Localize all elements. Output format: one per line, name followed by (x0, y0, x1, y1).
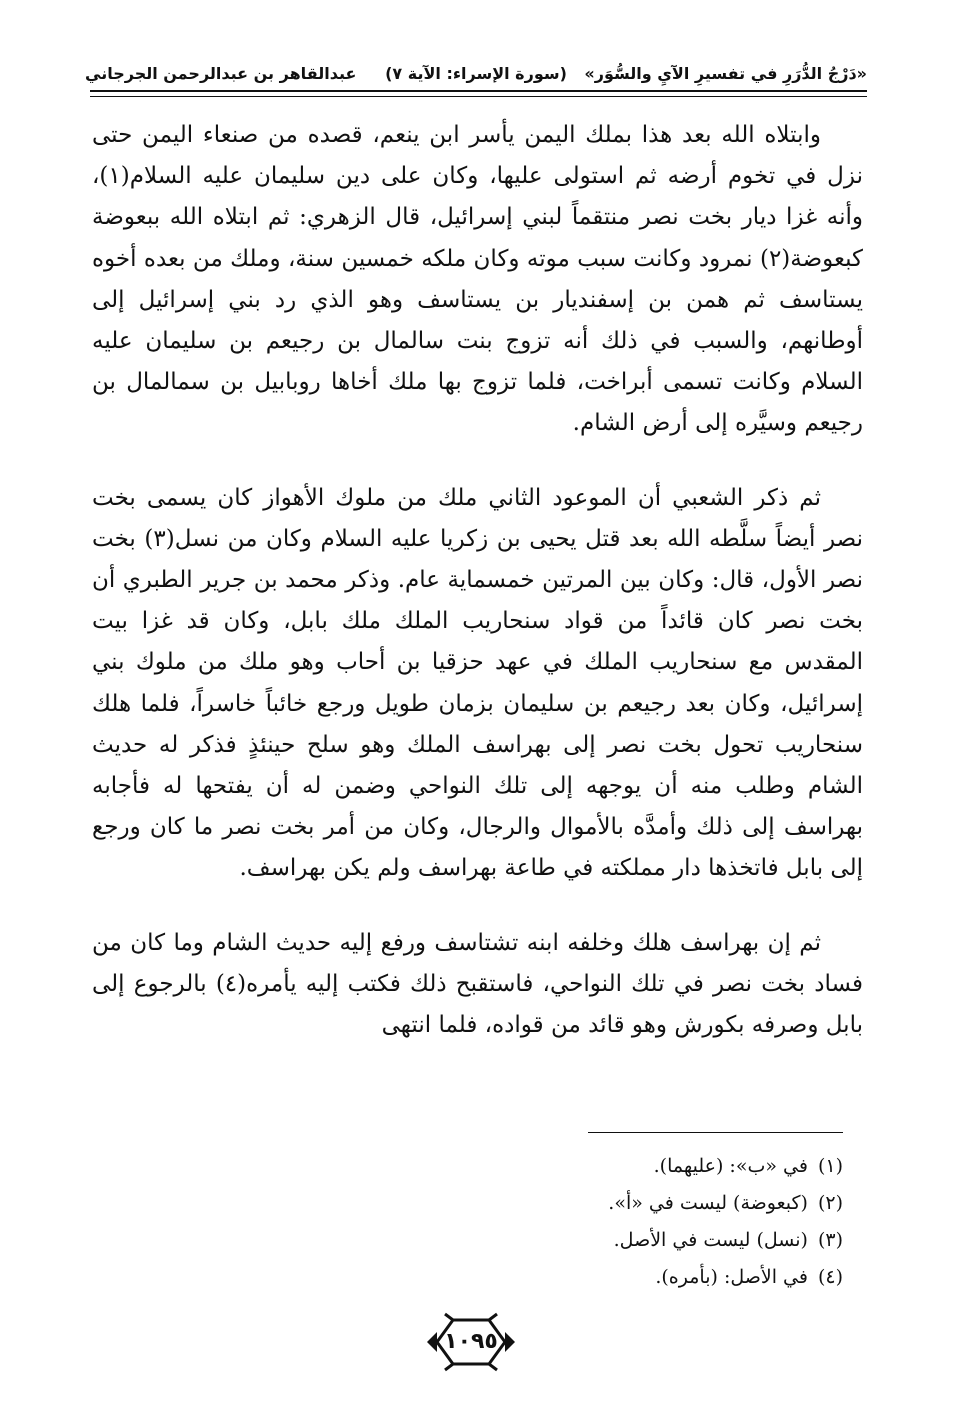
page-number-ornament (423, 1312, 519, 1372)
footnote-number: (٤) (817, 1266, 843, 1288)
paragraph-3: ثم إن بهراسف هلك وخلفه ابنه تشتاسف ورفع إليه حديث الشام وما كان من فساد بخت نصر في تلك النواحي، فاستقبح ذلك فكتب إليه يأمره(٤) بالرجوع إلى بابل وصرفه بكورش وهو قائد من قواده، فلما انتهى (92, 929, 863, 1039)
header-rule-thin (90, 96, 867, 97)
footnote-number: (٢) (817, 1192, 843, 1214)
footnote-text: في الأصل: (بأمره). (655, 1266, 808, 1288)
book-title: «دَرْجُ الدُّرَرِ في تفسيرِ الآيِ والسُّوَر» (584, 64, 867, 83)
author-name: عبدالقاهر بن عبدالرحمن الجرجاني (85, 64, 357, 83)
paragraph-2: ثم ذكر الشعبي أن الموعود الثاني ملك من ملوك الأهواز كان يسمى بخت نصر أيضاً سلَّطه الله بعد قتل يحيى بن زكريا عليه السلام وكان من نسل(٣) بخت نصر الأول، قال: وكان بين المرتين خمسماية عام. وذكر محمد بن جرير الطبري أن بخت نصر كان قائداً من قواد سنحاريب الملك ملك بابل، وكان قد غزا بيت المقدس مع سنحاريب الملك في عهد حزقيا بن أحاب وهو ملك من ملوك بني إسرائيل، وكان بعد رجيعم بن سليمان بزمان طويل ورجع خائباً خاسراً، فلما هلك سنحاريب تحول بخت نصر إلى بهراسف الملك وهو سلح حينئذٍ فذكر له حديث الشام وطلب منه أن يوجهه إلى تلك النواحي وضمن له أن يفتحها له فأجابه بهراسف إلى ذلك وأمدَّه بالأموال والرجال، وكان من أمر بخت نصر ما كان ورجع إلى بابل فاتخذها دار مملكته في طاعة بهراسف ولم يكن بهراسف. (92, 484, 863, 882)
paragraph-1: وابتلاه الله بعد هذا بملك اليمن يأسر ابن ينعم، قصده من صنعاء اليمن حتى نزل في تخوم أرضه ثم استولى عليها، وكان على دين سليمان عليه السلام(١)، وأنه غزا ديار بخت نصر منتقماً لبني إسرائيل، قال الزهري: ثم ابتلاه الله ببعوضة كبعوضة(٢) نمرود وكانت سبب موته وكان ملكه خمسين سنة، وملك من بعده أخوه يستاسف ثم همن بن إسفنديار بن يستاسف وهو الذي رد بني إسرائيل إلى أوطانهم، والسبب في ذلك أنه تزوج بنت سالمال بن رجيعم بن سليمان عليه السلام وكانت تسمى أبراخت، فلما تزوج بها ملك أخاها روبابيل بن سمالمال بن رجيعم وسيَّره إلى أرض الشام. (92, 122, 863, 437)
footnote-number: (١) (817, 1155, 843, 1177)
running-header (85, 58, 867, 90)
footnote-text: في «ب»: (عليهما). (653, 1155, 808, 1177)
section-reference: (سورة الإسراء: الآية ٧) (385, 64, 567, 83)
footnote-1 (243, 1148, 843, 1185)
main-text (92, 115, 863, 1079)
footnote-text: (نسل) ليست في الأصل. (613, 1229, 808, 1251)
footnote-2 (243, 1185, 843, 1222)
footnote-text: (كبعوضة) ليست في «أ». (608, 1192, 808, 1214)
footnotes (243, 1148, 843, 1296)
footnote-4 (243, 1259, 843, 1296)
page-number: ١٠٩٥ (444, 1329, 498, 1354)
footnote-3 (243, 1222, 843, 1259)
footnote-separator (588, 1132, 843, 1133)
header-rule-thick (90, 90, 867, 92)
footnote-number: (٣) (817, 1229, 843, 1251)
